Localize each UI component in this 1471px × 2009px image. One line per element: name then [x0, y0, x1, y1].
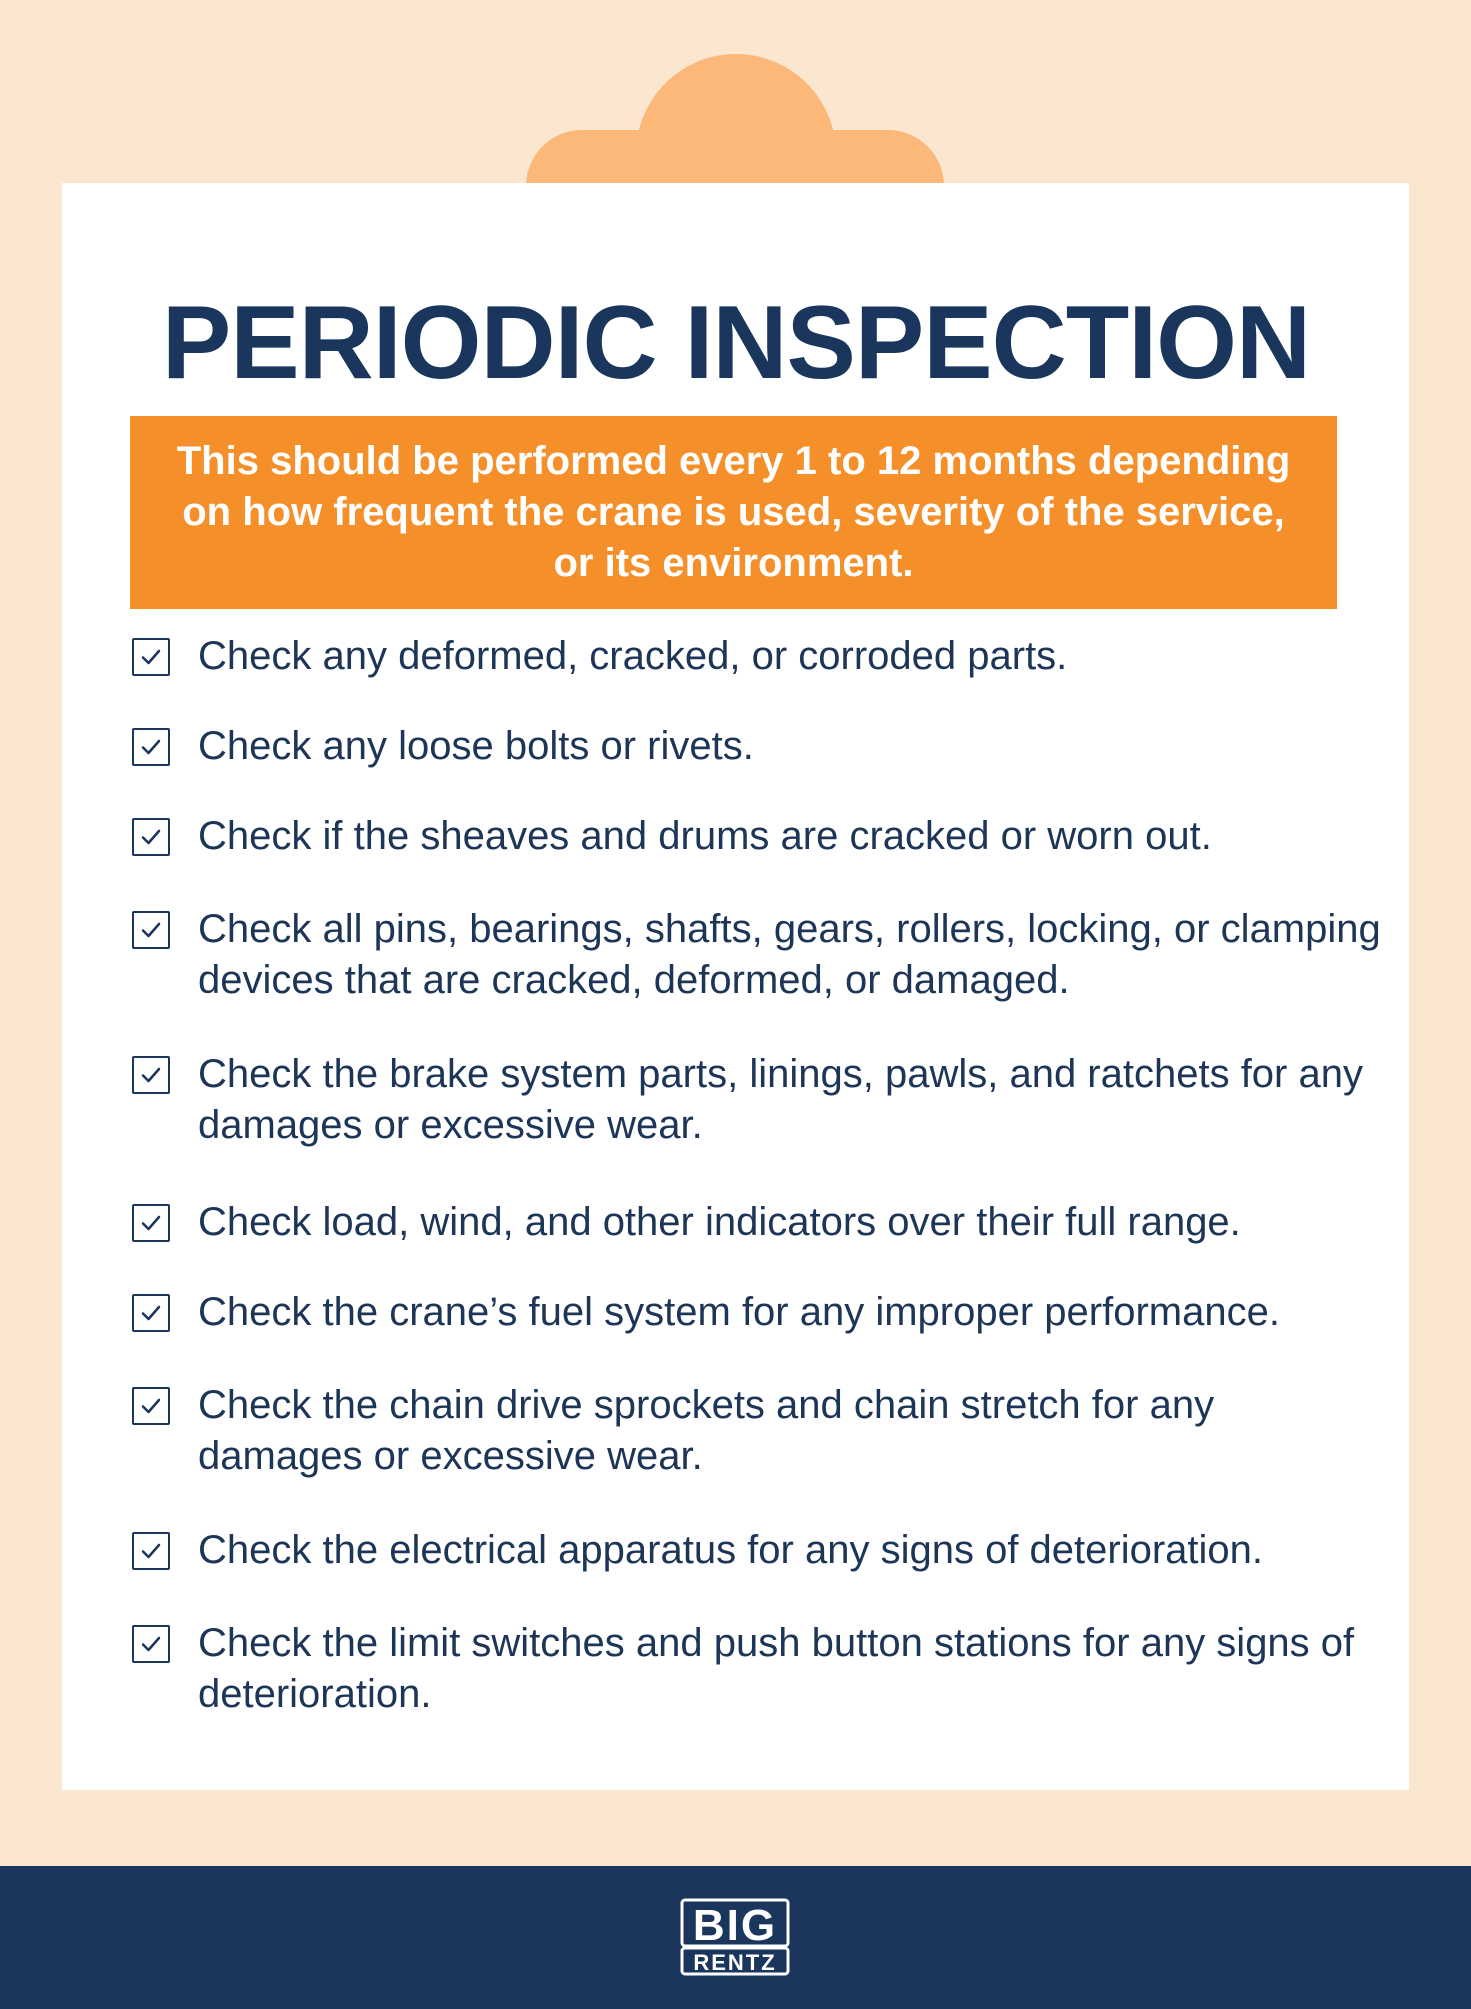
checklist-card — [62, 183, 1409, 1790]
checklist-item-text: Check load, wind, and other indicators over their full range. — [198, 1200, 1241, 1244]
checklist-item-text: Check if the sheaves and drums are cracked or worn out. — [198, 814, 1212, 858]
checkmark-icon — [138, 1538, 164, 1564]
checklist-item-text: Check any loose bolts or rivets. — [198, 724, 754, 768]
checklist-item — [132, 1287, 1392, 1338]
checklist-item — [132, 1049, 1392, 1151]
checkmark-icon — [138, 1393, 164, 1419]
checklist-item — [132, 721, 1392, 772]
checklist-item — [132, 631, 1392, 682]
bigrentz-logo — [676, 1896, 794, 1978]
checkbox-checked-icon — [132, 1532, 170, 1570]
checkmark-icon — [138, 824, 164, 850]
page-title: PERIODIC INSPECTION — [161, 285, 1311, 401]
checklist-item-text: Check any deformed, cracked, or corroded parts. — [198, 634, 1068, 678]
checklist-item-text: Check the brake system parts, linings, pawls, and ratchets for any damages or excessive wear. — [198, 1052, 1363, 1147]
checkbox-checked-icon — [132, 1387, 170, 1425]
checkmark-icon — [138, 1210, 164, 1236]
checkmark-icon — [138, 917, 164, 943]
checkbox-checked-icon — [132, 1056, 170, 1094]
checkmark-icon — [138, 1300, 164, 1326]
checkbox-checked-icon — [132, 911, 170, 949]
checkbox-checked-icon — [132, 728, 170, 766]
logo-word-big: BIG — [692, 1901, 778, 1950]
checkbox-checked-icon — [132, 638, 170, 676]
checklist-item — [132, 1618, 1392, 1720]
checkbox-checked-icon — [132, 1204, 170, 1242]
inspection-checklist — [132, 183, 1392, 1790]
checklist-item-text: Check the crane’s fuel system for any improper performance. — [198, 1290, 1280, 1334]
checklist-item — [132, 1525, 1392, 1576]
checkbox-checked-icon — [132, 1294, 170, 1332]
checkmark-icon — [138, 1631, 164, 1657]
checklist-item — [132, 904, 1392, 1006]
footer-bar — [0, 1866, 1471, 2009]
checklist-item-text: Check all pins, bearings, shafts, gears, rollers, locking, or clamping devices that are cracked, deformed, or damaged. — [198, 907, 1381, 1002]
checklist-item — [132, 1380, 1392, 1482]
checkbox-checked-icon — [132, 818, 170, 856]
checklist-item — [132, 1197, 1392, 1248]
logo-word-rentz: RENTZ — [693, 1950, 777, 1975]
frequency-banner-text: This should be performed every 1 to 12 months depending on how frequent the crane is used, severity of the service, or its environment. — [176, 439, 1291, 585]
checklist-item-text: Check the limit switches and push button stations for any signs of deterioration. — [198, 1621, 1355, 1716]
checklist-item — [132, 811, 1392, 862]
checkmark-icon — [138, 644, 164, 670]
checkmark-icon — [138, 734, 164, 760]
checkbox-checked-icon — [132, 1625, 170, 1663]
checklist-item-text: Check the chain drive sprockets and chain stretch for any damages or excessive wear. — [198, 1383, 1215, 1478]
checklist-item-text: Check the electrical apparatus for any signs of deterioration. — [198, 1528, 1264, 1572]
checkmark-icon — [138, 1062, 164, 1088]
